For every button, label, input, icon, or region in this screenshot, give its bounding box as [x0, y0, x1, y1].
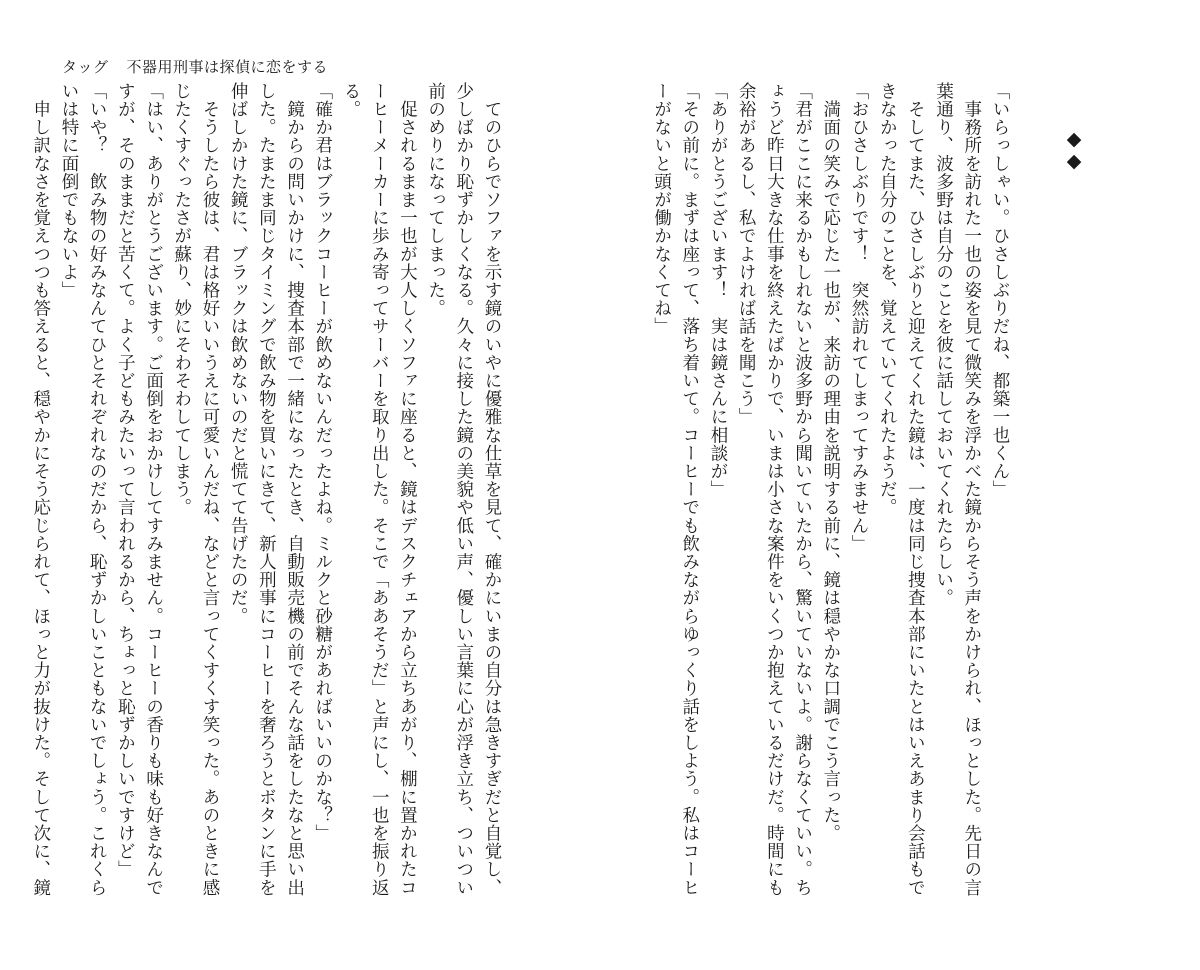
text-line: 伸ばしかけた鏡に、ブラックは飲めないのだと慌てて告げたのだ。: [228, 82, 249, 625]
section-mark-text: ◆ ◆: [1066, 128, 1082, 172]
text-line: 「おひさしぶりです！ 突然訪れてしまってすみません」: [848, 82, 869, 553]
text-line: 少しばかり恥ずかしくなる。久々に接した鏡の美貌や低い声、優しい言葉に心が浮き立ち、ついつい: [453, 82, 474, 897]
text-line: てのひらでソファを示す鏡のいやに優雅な仕草を見て、確かにいまの自分は急きすぎだと自覚し、: [482, 82, 502, 897]
text-line: ーがないと頭が働かなくてね」: [651, 82, 672, 336]
text-line: 「ありがとうございます！ 実は鏡さんに相談が」: [707, 82, 728, 499]
right-page-text: [651, 82, 1014, 912]
text-line: 「いらっしゃい。ひさしぶりだね、都築一也くん」: [990, 82, 1010, 499]
text-line: 申し訳なさを覚えつつも答えると、穏やかにそう応じられて、ほっと力が抜けた。そして次に、鏡: [30, 82, 51, 897]
text-line: 「君がここに来るかもしれないと波多野から聞いていたから、驚いていないよ。謝らなくていい。ち: [792, 82, 813, 897]
text-line: じたくすぐったさが蘇り、妙にそわそわしてしまう。: [171, 82, 192, 517]
text-line: 鏡からの問いかけに、捜査本部で一緒になったとき、自動販売機の前でそんな話をしたなと思い出: [284, 82, 305, 897]
text-line: した。たまたま同じタイミングで飲み物を買いにきて、新人刑事にコーヒーを奢ろうとボタンに手を: [256, 82, 277, 897]
text-line: る。: [340, 82, 361, 119]
text-line: 前のめりになってしまった。: [425, 82, 446, 318]
text-line: すが、そのままだと苦くて。よく子どもみたいって言われるから、ちょっと恥ずかしいですけど」: [115, 82, 136, 879]
text-line: 促されるまま一也が大人しくソファに座ると、鏡はデスクチェアから立ちあがり、棚に置かれたコ: [397, 82, 418, 897]
book-title: 不器用刑事は探偵に恋をする: [126, 58, 329, 76]
text-line: そうしたら彼は、君は格好いいうえに可愛いんだね、などと言ってくすくす笑った。あのときに感: [199, 82, 220, 897]
text-line: きなかった自分のことを、覚えていてくれたようだ。: [877, 82, 898, 517]
section-break-diamonds: [1062, 128, 1086, 172]
running-head: [62, 56, 328, 77]
text-line: そしてまた、ひさしぶりと迎えてくれた鏡は、一度は同じ捜査本部にいたとはいえあまり会話もで: [905, 82, 926, 897]
text-line: 「確か君はブラックコーヒーが飲めないんだったよね。ミルクと砂糖があればいいのかな？」: [312, 82, 333, 843]
text-line: 余裕があるし、私でよければ話を聞こう」: [736, 82, 757, 426]
text-line: ょうど昨日大きな仕事を終えたばかりで、いまは小さな案件をいくつか抱えているだけだ。時間にも: [764, 82, 785, 897]
left-page-text: [30, 82, 506, 912]
text-line: 葉通り、波多野は自分のことを彼に話しておいてくれたらしい。: [933, 82, 954, 607]
text-line: 満面の笑みで応じた一也が、来訪の理由を説明する前に、鏡は穏やかな口調でこう言った。: [820, 82, 841, 843]
series-name: タッグ: [62, 58, 109, 76]
text-line: 事務所を訪れた一也の姿を見て微笑みを浮かべた鏡からそう声をかけられ、ほっとした。先日の言: [961, 82, 982, 897]
text-line: ーヒーメーカーに歩み寄ってサーバーを取り出した。そこで「ああそうだ」と声にし、一也を振り返: [369, 82, 390, 897]
text-line: 「はい、ありがとうございます。ご面倒をおかけしてすみません。コーヒーの香りも味も好きなんで: [143, 82, 164, 897]
text-line: 「いや？ 飲み物の好みなんてひとそれぞれなのだから、恥ずかしいこともないでしょう。これくら: [87, 82, 108, 897]
text-line: いは特に面倒でもないよ」: [58, 82, 79, 300]
text-line: 「その前に。まずは座って、落ち着いて。コーヒーでも飲みながらゆっくり話をしよう。私はコーヒ: [679, 82, 700, 897]
